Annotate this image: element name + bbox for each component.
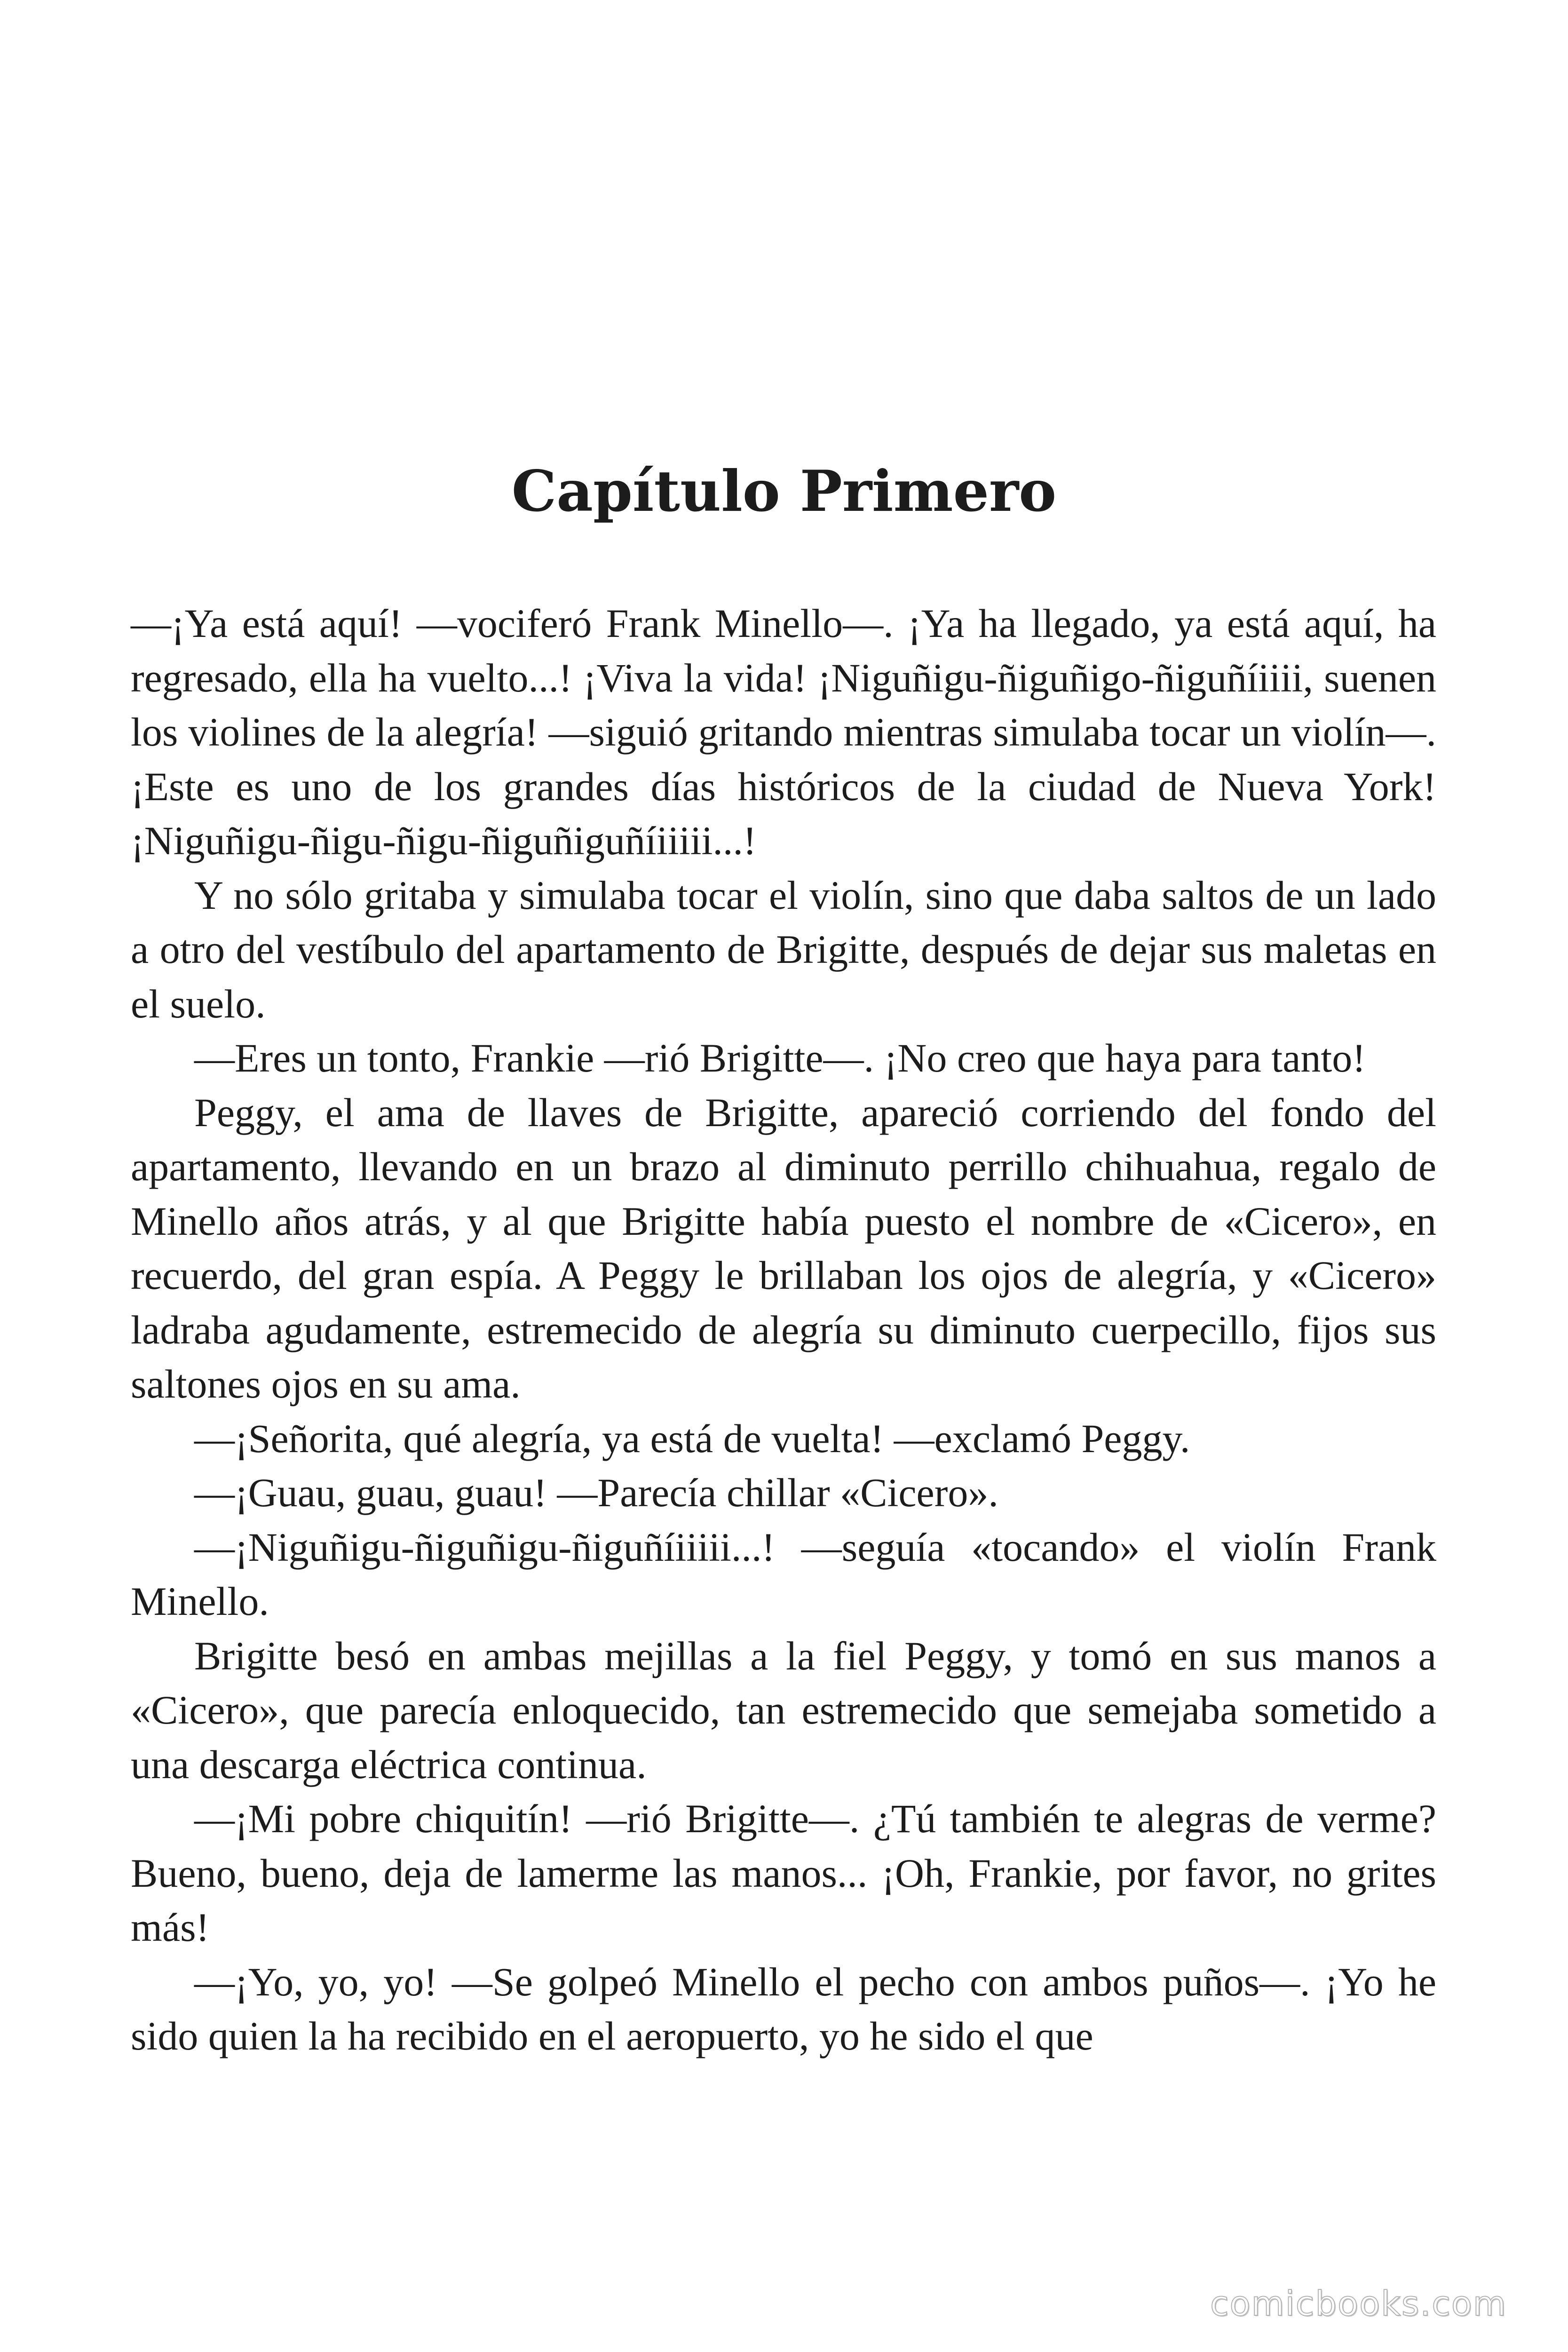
chapter-body (131, 596, 1436, 2064)
paragraph-9: —¡Mi pobre chiquitín! —rió Brigitte—. ¿Tú también te alegras de verme? Bueno, bueno, deja de lamerme las manos... ¡Oh, Frankie, por favor, no grites más! (131, 1796, 1436, 1950)
paragraph-8: Brigitte besó en ambas mejillas a la fiel Peggy, y tomó en sus manos a «Cicero», que parecía enloquecido, tan estremecido que semejaba sometido a una descarga eléctrica continua. (131, 1633, 1436, 1787)
paragraph-1: —¡Ya está aquí! —vociferó Frank Minello—. ¡Ya ha llegado, ya está aquí, ha regresado, ella ha vuelto...! ¡Viva la vida! ¡Niguñigu-ñiguñigo-ñiguñíiiii, suenen los violines de la alegría! —siguió gritando mientras simulaba tocar un violín—. ¡Este es uno de los grandes días históricos de la ciudad de Nueva York! ¡Niguñigu-ñigu-ñigu-ñiguñiguñíiiiii...! (131, 601, 1436, 863)
watermark-logo: comicbooks.com (1210, 2284, 1507, 2323)
chapter-title: Capítulo Primero (511, 458, 1057, 524)
paragraph-5: —¡Señorita, qué alegría, ya está de vuelta! —exclamó Peggy. (194, 1415, 1190, 1461)
paragraph-4: Peggy, el ama de llaves de Brigitte, apareció corriendo del fondo del apartamento, llevando en un brazo al diminuto perrillo chihuahua, regalo de Minello años atrás, y al que Brigitte había puesto el nombre de «Cicero», en recuerdo, del gran espía. A Peggy le brillaban los ojos de alegría, y «Cicero» ladraba agudamente, estremecido de alegría su diminuto cuerpecillo, fijos sus saltones ojos en su ama. (131, 1089, 1436, 1406)
paragraph-10: —¡Yo, yo, yo! —Se golpeó Minello el pecho con ambos puños—. ¡Yo he sido quien la ha recibido en el aeropuerto, yo he sido el que (131, 1959, 1436, 2058)
paragraph-6: —¡Guau, guau, guau! —Parecía chillar «Cicero». (194, 1470, 998, 1515)
paragraph-3: —Eres un tonto, Frankie —rió Brigitte—. ¡No creo que haya para tanto! (194, 1035, 1366, 1081)
paragraph-2: Y no sólo gritaba y simulaba tocar el violín, sino que daba saltos de un lado a otro del vestíbulo del apartamento de Brigitte, después de dejar sus maletas en el suelo. (131, 872, 1436, 1026)
paragraph-7: —¡Niguñigu-ñiguñigu-ñiguñíiiiii...! —seguía «tocando» el violín Frank Minello. (131, 1524, 1436, 1624)
